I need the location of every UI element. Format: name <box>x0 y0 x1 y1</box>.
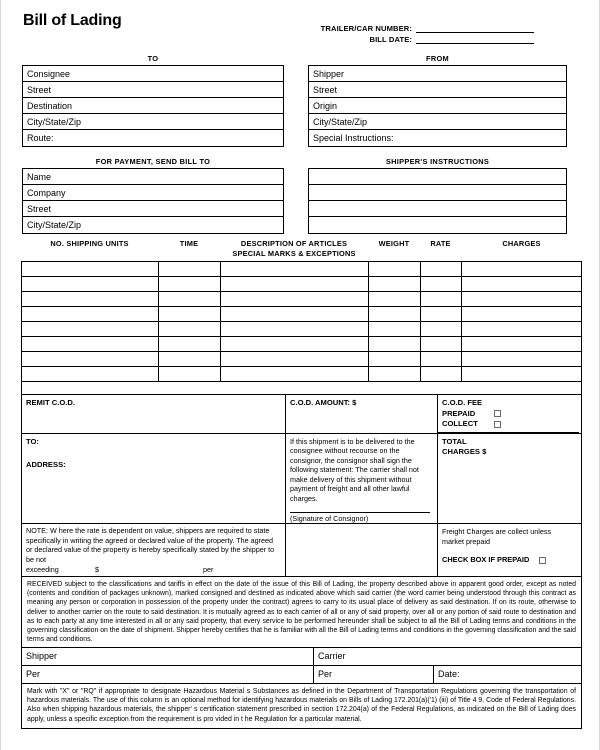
cell-weight[interactable] <box>369 322 421 336</box>
cell-description[interactable] <box>221 337 369 351</box>
cell-charges[interactable] <box>462 277 579 291</box>
note-per-label: per <box>203 564 214 574</box>
cell-shipping-units[interactable] <box>22 322 159 336</box>
cell-weight[interactable] <box>369 292 421 306</box>
cell-rate[interactable] <box>421 307 462 321</box>
payment-column <box>22 157 284 234</box>
cod-amount-label: C.O.D. AMOUNT: $ <box>290 398 357 407</box>
trailer-number-label: TRAILER/CAR NUMBER: <box>320 24 412 33</box>
cell-charges[interactable] <box>462 352 579 366</box>
cod-detail-wrapper <box>22 434 581 577</box>
payment-field-name[interactable]: Name <box>23 169 283 185</box>
cell-rate[interactable] <box>421 262 462 276</box>
cell-weight[interactable] <box>369 277 421 291</box>
table-row[interactable] <box>22 277 581 292</box>
cell-description[interactable] <box>221 277 369 291</box>
cell-weight[interactable] <box>369 307 421 321</box>
signature-section <box>21 648 582 684</box>
freight-charges-cell <box>438 524 579 576</box>
column-header-time: TIME <box>179 239 199 248</box>
cod-fee-label: C.O.D. FEE <box>442 398 483 407</box>
column-gap <box>284 54 308 147</box>
from-column <box>308 54 567 147</box>
cell-shipping-units[interactable] <box>22 262 159 276</box>
shipper-instructions-caption: SHIPPER'S INSTRUCTIONS <box>385 157 490 166</box>
cell-charges[interactable] <box>462 337 579 351</box>
cell-description[interactable] <box>221 262 369 276</box>
cell-weight[interactable] <box>369 352 421 366</box>
shipper-field[interactable]: Shipper <box>22 648 314 665</box>
shipper-instructions-box <box>308 168 567 234</box>
to-from-section <box>21 54 582 147</box>
payment-field-city-state-zip[interactable]: City/State/Zip <box>27 220 82 230</box>
shipper-instructions-line[interactable] <box>309 201 566 217</box>
cod-to-label: TO: <box>26 436 39 446</box>
to-column <box>22 54 284 147</box>
cod-collect-row[interactable] <box>442 419 579 430</box>
remit-cod-cell[interactable] <box>22 395 286 433</box>
cod-charges-label: CHARGES $ <box>442 446 487 456</box>
cod-fee-cell <box>438 395 579 433</box>
check-box-if-prepaid-row[interactable] <box>442 555 575 565</box>
from-field-shipper[interactable]: Shipper <box>309 66 566 82</box>
to-caption: TO <box>147 54 159 63</box>
payment-caption: FOR PAYMENT, SEND BILL TO <box>95 157 211 166</box>
table-row[interactable] <box>22 262 581 277</box>
cod-detail-section <box>21 434 582 578</box>
form-sheet <box>21 8 582 729</box>
to-field-street[interactable]: Street <box>23 82 283 98</box>
cod-header-section <box>21 395 582 434</box>
cod-to-address-cell[interactable] <box>22 434 286 524</box>
payment-field-street[interactable]: Street <box>23 201 283 217</box>
hazmat-paragraph: Mark with "X" or "RQ" if appropriate to designate Hazardous Material s Substances as defined in the Department of Transportation Regulations governing the transportation of hazardous materials. The use of this column is an optional method for identifying hazardous materials on Bills of Lading 172.201(a)('1) (iii) of Title 4 9. Code of Federal Regulations. Also when shipping hazardous materials, the shipper' s certification statement prescribed in section 172.204(a) of the Federal Regulations, as indicated on the Bill of Lading does apply, unless a specific exception from the requirement is pro vided in t he Regulation for a particular material. <box>21 684 582 729</box>
shipper-per-field[interactable]: Per <box>22 666 314 683</box>
carrier-field[interactable]: Carrier <box>318 650 346 661</box>
table-row[interactable] <box>22 322 581 337</box>
cell-time[interactable] <box>159 292 221 306</box>
cell-rate[interactable] <box>421 277 462 291</box>
to-field-route[interactable]: Route: <box>27 133 54 143</box>
to-field-consignee[interactable]: Consignee <box>23 66 283 82</box>
cell-charges[interactable] <box>462 307 579 321</box>
note-text: NOTE: W here the rate is dependent on value, shippers are required to state specifically in writing the agreed or declared value of the property. The agreed or declared value of the property is hereby specifically stated by the shipper to be not <box>26 526 275 565</box>
date-field[interactable]: Date: <box>438 668 460 679</box>
cod-collect-label: COLLECT <box>442 419 478 428</box>
bill-date-input[interactable] <box>416 35 534 44</box>
cell-rate[interactable] <box>421 322 462 336</box>
cell-description[interactable] <box>221 307 369 321</box>
cell-shipping-units[interactable] <box>22 367 159 381</box>
note-dollar-sign: $ <box>95 564 99 574</box>
table-row[interactable] <box>22 292 581 307</box>
column-header-description-line1: DESCRIPTION OF ARTICLES <box>240 239 348 248</box>
cod-total-label: TOTAL <box>442 436 467 446</box>
cell-rate[interactable] <box>421 367 462 381</box>
table-row[interactable] <box>22 352 581 367</box>
cell-time[interactable] <box>159 367 221 381</box>
column-header-rate: RATE <box>430 239 451 248</box>
table-row[interactable] <box>22 367 581 381</box>
column-header-description-line2: SPECIAL MARKS & EXCEPTIONS <box>232 248 356 258</box>
from-box <box>308 65 567 147</box>
table-totals-spacer-row <box>21 382 582 395</box>
to-field-destination[interactable]: Destination <box>23 98 283 114</box>
trailer-number-input[interactable] <box>416 24 534 33</box>
received-terms-paragraph: RECEIVED subject to the classifications and tariffs in effect on the date of the issue of this Bill of Lading, the property described above in apparent good order, except as noted (contents and condition of packages unknown), marked consigned and destined as indicated above which said carrier (the word carrier being understood through this contract as meaning any person or corporation in possession of the property under the contract) agrees to carry to its usual place of delivery as said destination. If on its route, otherwise to deliver to another carrier on the route to said destination. It is mutually agreed as to each carrier of all or any of said property, over all or any portion of said route to destination and as to each party at any time interested in all or any said property, that every service to be performed hereunder shall be subject to all the Bill of Lading terms and conditions in the governing classification on the date of shipment. Shipper hereby certifies that he is familiar with all the Bill of Lading terms and conditions in the governing classification and the said terms and conditions. <box>21 577 582 648</box>
cell-charges[interactable] <box>462 292 579 306</box>
cell-weight[interactable] <box>369 337 421 351</box>
note-empty-cell <box>286 524 438 576</box>
shipper-instructions-line[interactable] <box>309 217 566 233</box>
cod-address-label: ADDRESS: <box>26 459 66 469</box>
table-row[interactable] <box>22 307 581 322</box>
page-title: Bill of Lading <box>23 12 122 29</box>
trailer-number-row <box>21 24 534 33</box>
payment-instructions-section <box>21 157 582 234</box>
check-box-if-prepaid-checkbox[interactable] <box>539 557 546 564</box>
from-field-origin[interactable]: Origin <box>309 98 566 114</box>
cell-weight[interactable] <box>369 262 421 276</box>
note-cell <box>22 524 286 576</box>
cell-shipping-units[interactable] <box>22 292 159 306</box>
cell-description[interactable] <box>221 367 369 381</box>
payment-field-company[interactable]: Company <box>23 185 283 201</box>
cod-total-charges-cell[interactable] <box>438 434 579 524</box>
note-section <box>22 523 581 576</box>
cell-description[interactable] <box>221 292 369 306</box>
trailer-bill-date-block <box>21 24 582 44</box>
column-header-description <box>220 239 368 258</box>
consignor-signature-caption: (Signature of Consignor) <box>290 513 369 523</box>
cell-time[interactable] <box>159 277 221 291</box>
cell-weight[interactable] <box>369 367 421 381</box>
remit-cod-label: REMIT C.O.D. <box>26 398 75 407</box>
cod-prepaid-row[interactable] <box>442 409 579 420</box>
cell-shipping-units[interactable] <box>22 307 159 321</box>
articles-table-grid <box>21 261 582 382</box>
cell-time[interactable] <box>159 322 221 336</box>
cell-description[interactable] <box>221 322 369 336</box>
cell-time[interactable] <box>159 262 221 276</box>
cod-amount-cell[interactable] <box>286 395 438 433</box>
note-exceeding-label: exceeding <box>26 564 59 574</box>
cod-recourse-cell <box>286 434 438 524</box>
cell-shipping-units[interactable] <box>22 352 159 366</box>
shipper-instructions-line[interactable] <box>309 185 566 201</box>
check-box-if-prepaid-label: CHECK BOX IF PREPAID <box>442 555 530 565</box>
from-field-street[interactable]: Street <box>309 82 566 98</box>
cell-charges[interactable] <box>462 367 579 381</box>
shipper-instructions-line[interactable] <box>309 169 566 185</box>
cod-prepaid-checkbox[interactable] <box>494 410 501 417</box>
note-exceeding-row <box>26 565 281 575</box>
freight-charges-text: Freight Charges are collect unless market prepaid <box>442 527 552 546</box>
cod-collect-checkbox[interactable] <box>494 421 501 428</box>
cell-rate[interactable] <box>421 337 462 351</box>
to-box <box>22 65 284 147</box>
signature-name-row <box>22 648 581 666</box>
carrier-per-field[interactable]: Per <box>314 666 434 683</box>
cell-description[interactable] <box>221 352 369 366</box>
table-row[interactable] <box>22 337 581 352</box>
bill-date-row <box>21 35 534 44</box>
cell-time[interactable] <box>159 337 221 351</box>
bill-date-label: BILL DATE: <box>369 35 412 44</box>
shipper-instructions-column <box>308 157 567 234</box>
cell-shipping-units[interactable] <box>22 337 159 351</box>
column-header-charges: CHARGES <box>502 239 541 248</box>
cell-rate[interactable] <box>421 352 462 366</box>
cell-time[interactable] <box>159 307 221 321</box>
column-header-weight: WEIGHT <box>378 239 410 248</box>
from-caption: FROM <box>426 54 449 63</box>
consignor-signature-area[interactable] <box>290 512 432 524</box>
cell-shipping-units[interactable] <box>22 277 159 291</box>
cod-prepaid-label: PREPAID <box>442 408 476 418</box>
column-header-shipping-units: NO. SHIPPING UNITS <box>50 239 129 248</box>
articles-table-header <box>21 239 582 258</box>
cod-recourse-text: If this shipment is to be delivered to the consignee without recourse on the consignor, the consignor shall sign the following statement: The carrier shall not make delivery of this shipment without payment of freight and all other lawful charges. <box>290 436 419 504</box>
from-field-city-state-zip[interactable]: City/State/Zip <box>309 114 566 130</box>
cod-detail-row <box>22 434 581 524</box>
cell-time[interactable] <box>159 352 221 366</box>
cell-charges[interactable] <box>462 322 579 336</box>
cell-rate[interactable] <box>421 292 462 306</box>
cod-fee-block <box>438 395 579 433</box>
to-field-city-state-zip[interactable]: City/State/Zip <box>23 114 283 130</box>
payment-box <box>22 168 284 234</box>
signature-per-row <box>22 666 581 683</box>
column-gap <box>284 157 308 234</box>
from-field-special-instructions[interactable]: Special Instructions: <box>313 133 394 143</box>
cell-charges[interactable] <box>462 262 579 276</box>
